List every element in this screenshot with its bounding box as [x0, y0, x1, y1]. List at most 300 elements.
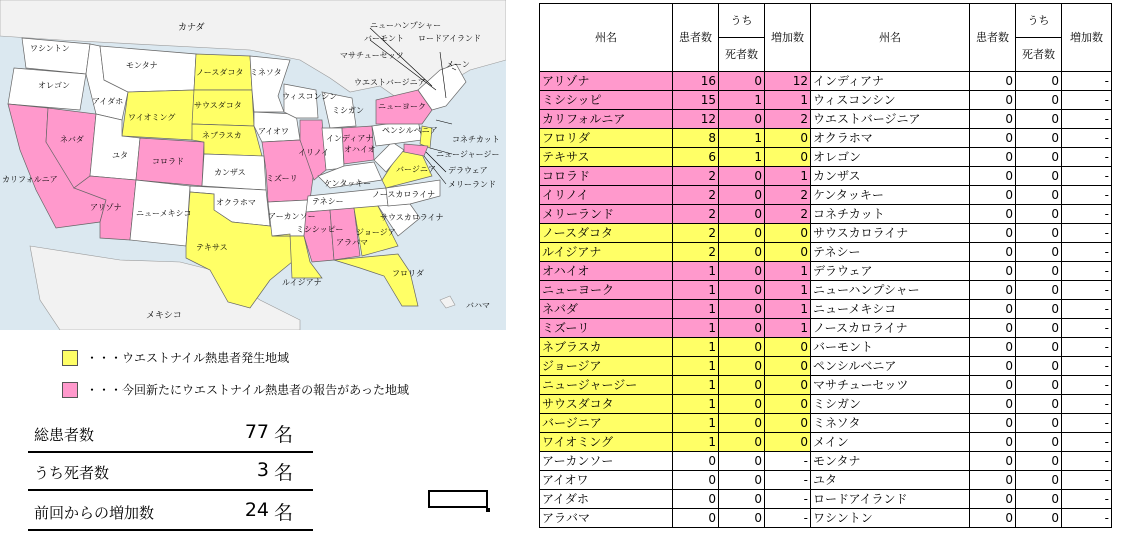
table-row	[540, 319, 1112, 338]
cell-patients[interactable]: 2	[673, 243, 719, 262]
cell-deaths[interactable]: 1	[719, 91, 765, 110]
cell-deaths[interactable]: 0	[719, 433, 765, 452]
summary-label: 前回からの増加数	[34, 504, 155, 522]
cell-state[interactable]: カリフォルニア	[540, 110, 673, 129]
map-label-vermont: バーモント	[364, 34, 404, 43]
cell-patients[interactable]: 0	[970, 91, 1016, 110]
header-patients-right: 患者数	[970, 4, 1016, 72]
cell-patients[interactable]: 1	[673, 414, 719, 433]
map-label-bahamas: バハマ	[466, 301, 490, 310]
cell-deaths[interactable]: 0	[719, 471, 765, 490]
cell-state[interactable]: ミズーリ	[540, 319, 673, 338]
cell-increase[interactable]: -	[1062, 91, 1112, 110]
cell-patients[interactable]: 1	[673, 262, 719, 281]
cell-deaths[interactable]: 0	[1016, 319, 1062, 338]
map-label-iowa: アイオワ	[258, 127, 290, 136]
map-label-washington: ワシントン	[30, 44, 70, 53]
table-row	[540, 281, 1112, 300]
cell-increase[interactable]: 0	[765, 129, 811, 148]
map-label-northcarolina: ノースカロライナ	[372, 190, 436, 199]
cell-increase[interactable]: 0	[765, 376, 811, 395]
map-label-wisconsin: ウィスコンシン	[282, 92, 338, 101]
cell-deaths[interactable]: 0	[1016, 433, 1062, 452]
cell-state[interactable]: ミシシッピ	[540, 91, 673, 110]
header-increase-left: 増加数	[765, 4, 811, 72]
cell-patients[interactable]: 1	[673, 319, 719, 338]
cell-increase[interactable]: -	[1062, 129, 1112, 148]
cell-state[interactable]: ニュージャージー	[540, 376, 673, 395]
summary-value: 3	[256, 459, 269, 481]
table-row	[540, 376, 1112, 395]
map-label-florida: フロリダ	[392, 269, 424, 278]
cell-state[interactable]: フロリダ	[540, 129, 673, 148]
cell-state[interactable]: コネチカット	[811, 205, 970, 224]
cell-deaths[interactable]: 0	[1016, 338, 1062, 357]
cell-increase[interactable]: -	[1062, 414, 1112, 433]
cell-state[interactable]: コロラド	[540, 167, 673, 186]
cell-deaths[interactable]: 0	[719, 300, 765, 319]
map-label-tennessee: テネシー	[312, 197, 344, 206]
map-label-arkansas: アーカンソー	[268, 212, 316, 221]
table-row	[540, 509, 1112, 528]
cell-deaths[interactable]: 0	[719, 110, 765, 129]
header-deaths-bottom-right: 死者数	[1016, 38, 1062, 72]
table-row	[540, 338, 1112, 357]
map-label-nevada: ネバダ	[60, 135, 84, 144]
table-row	[540, 110, 1112, 129]
cell-patients[interactable]: 0	[970, 338, 1016, 357]
cell-increase[interactable]: 0	[765, 243, 811, 262]
table-row	[540, 148, 1112, 167]
cell-patients[interactable]: 0	[970, 490, 1016, 509]
cell-increase[interactable]: -	[1062, 224, 1112, 243]
map-label-illinois: イリノイ	[298, 148, 329, 157]
cell-patients[interactable]: 2	[673, 205, 719, 224]
cell-deaths[interactable]: 0	[719, 167, 765, 186]
legend-yellow-label: ・・・ウエストナイル熱患者発生地域	[86, 351, 290, 365]
cell-deaths[interactable]: 0	[1016, 91, 1062, 110]
table-row	[540, 300, 1112, 319]
cell-increase[interactable]: 1	[765, 91, 811, 110]
cell-state[interactable]: ニューヨーク	[540, 281, 673, 300]
cell-state[interactable]: バーモント	[811, 338, 970, 357]
summary-unit: 名	[273, 462, 293, 484]
cell-patients[interactable]: 0	[970, 224, 1016, 243]
table-row	[540, 72, 1112, 91]
table-row	[540, 490, 1112, 509]
cell-state[interactable]: インディアナ	[811, 72, 970, 91]
map-label-utah: ユタ	[112, 151, 128, 160]
cell-increase[interactable]: -	[1062, 205, 1112, 224]
table-row	[540, 452, 1112, 471]
header-state-right: 州名	[811, 4, 970, 72]
cell-increase[interactable]: -	[1062, 300, 1112, 319]
cell-increase[interactable]: 0	[765, 148, 811, 167]
cell-patients[interactable]: 0	[673, 490, 719, 509]
cell-state[interactable]: ユタ	[811, 471, 970, 490]
cell-deaths[interactable]: 0	[719, 243, 765, 262]
cell-increase[interactable]: -	[765, 452, 811, 471]
cell-patients[interactable]: 0	[970, 72, 1016, 91]
cell-state[interactable]: ミシガン	[811, 395, 970, 414]
cell-increase[interactable]: -	[1062, 452, 1112, 471]
cell-patients[interactable]: 1	[673, 357, 719, 376]
cell-increase[interactable]: -	[1062, 319, 1112, 338]
cell-patients[interactable]: 2	[673, 167, 719, 186]
cell-deaths[interactable]: 0	[1016, 205, 1062, 224]
table-row	[540, 357, 1112, 376]
cell-patients[interactable]: 0	[970, 281, 1016, 300]
cell-increase[interactable]: -	[765, 509, 811, 528]
state-wisconsin	[284, 84, 318, 118]
cell-state[interactable]: アリゾナ	[540, 72, 673, 91]
table-row	[540, 205, 1112, 224]
map-label-mexico: メキシコ	[146, 311, 182, 321]
summary-value: 24	[244, 499, 269, 521]
map-label-kentucky: ケンタッキー	[324, 179, 372, 188]
map-label-louisiana: ルイジアナ	[282, 278, 322, 287]
map-label-delaware: デラウェア	[448, 166, 488, 175]
cell-deaths[interactable]: 0	[719, 509, 765, 528]
cell-increase[interactable]: -	[1062, 509, 1112, 528]
table-row	[540, 471, 1112, 490]
cell-increase[interactable]: -	[1062, 110, 1112, 129]
header-deaths-top-right: うち	[1016, 4, 1062, 38]
cell-increase[interactable]: 2	[765, 186, 811, 205]
cell-state[interactable]: ウィスコンシン	[811, 91, 970, 110]
summary-total-patients	[28, 415, 313, 453]
legend-yellow	[62, 349, 289, 366]
cell-state[interactable]: ワイオミング	[540, 433, 673, 452]
cell-patients[interactable]: 0	[970, 395, 1016, 414]
cell-patients[interactable]: 0	[673, 471, 719, 490]
map-label-newyork: ニューヨーク	[378, 102, 426, 111]
cell-patients[interactable]: 0	[970, 357, 1016, 376]
cell-patients[interactable]: 0	[970, 300, 1016, 319]
table-row	[540, 186, 1112, 205]
cell-state[interactable]: ネブラスカ	[540, 338, 673, 357]
map-label-indiana: インディアナ	[326, 134, 374, 143]
map-label-arizona: アリゾナ	[90, 203, 122, 212]
header-deaths-bottom-left: 死者数	[719, 38, 765, 72]
map-label-missouri: ミズーリ	[266, 174, 298, 183]
cell-patients[interactable]: 1	[673, 338, 719, 357]
cell-deaths[interactable]: 0	[1016, 148, 1062, 167]
cell-patients[interactable]: 12	[673, 110, 719, 129]
cell-increase[interactable]: 0	[765, 338, 811, 357]
cell-patients[interactable]: 6	[673, 148, 719, 167]
cell-increase[interactable]: -	[1062, 72, 1112, 91]
cell-deaths[interactable]: 0	[1016, 490, 1062, 509]
map-label-connecticut: コネチカット	[452, 135, 500, 144]
cell-increase[interactable]: -	[1062, 471, 1112, 490]
cell-patients[interactable]: 0	[970, 110, 1016, 129]
cell-state[interactable]: メリーランド	[540, 205, 673, 224]
cell-deaths[interactable]: 0	[719, 281, 765, 300]
cell-deaths[interactable]: 0	[719, 490, 765, 509]
cell-state[interactable]: イリノイ	[540, 186, 673, 205]
cell-patients[interactable]: 0	[970, 205, 1016, 224]
us-map	[0, 0, 506, 330]
cell-patients[interactable]: 1	[673, 300, 719, 319]
cell-deaths[interactable]: 0	[719, 262, 765, 281]
cell-patients[interactable]: 0	[970, 319, 1016, 338]
cell-state[interactable]: ジョージア	[540, 357, 673, 376]
cell-patients[interactable]: 1	[673, 395, 719, 414]
cell-deaths[interactable]: 0	[719, 395, 765, 414]
cell-patients[interactable]: 1	[673, 281, 719, 300]
cell-deaths[interactable]: 0	[1016, 300, 1062, 319]
map-label-maine: メーン	[446, 60, 470, 69]
cell-deaths[interactable]: 0	[719, 357, 765, 376]
cell-state[interactable]: ノースダコタ	[540, 224, 673, 243]
summary-label: うち死者数	[34, 464, 110, 482]
cell-state[interactable]: テネシー	[811, 243, 970, 262]
map-label-texas: テキサス	[196, 243, 228, 252]
cell-state[interactable]: ロードアイランド	[811, 490, 970, 509]
cell-deaths[interactable]: 0	[1016, 129, 1062, 148]
cell-patients[interactable]: 1	[673, 376, 719, 395]
cell-increase[interactable]: -	[765, 490, 811, 509]
cell-patients[interactable]: 0	[673, 509, 719, 528]
legend-yellow-swatch	[62, 350, 78, 366]
cell-state[interactable]: デラウェア	[811, 262, 970, 281]
map-label-northdakota: ノースダコタ	[196, 68, 244, 77]
map-label-georgia: ジョージア	[356, 228, 396, 237]
cell-increase[interactable]: 2	[765, 205, 811, 224]
cell-patients[interactable]: 0	[673, 452, 719, 471]
table-row	[540, 262, 1112, 281]
cell-deaths[interactable]: 0	[1016, 281, 1062, 300]
cell-patients[interactable]: 0	[970, 167, 1016, 186]
map-label-california: カリフォルニア	[2, 175, 58, 184]
cell-deaths[interactable]: 0	[1016, 262, 1062, 281]
empty-cell-box	[428, 490, 488, 508]
summary-label: 総患者数	[34, 426, 95, 444]
cell-state[interactable]: モンタナ	[811, 452, 970, 471]
cell-increase[interactable]: 12	[765, 72, 811, 91]
summary-unit: 名	[273, 502, 293, 524]
map-label-canada: カナダ	[178, 23, 205, 33]
cell-patients[interactable]: 0	[970, 414, 1016, 433]
cell-increase[interactable]: 0	[765, 357, 811, 376]
cell-deaths[interactable]: 0	[719, 205, 765, 224]
cell-patients[interactable]: 8	[673, 129, 719, 148]
cell-increase[interactable]: -	[765, 471, 811, 490]
map-label-southdakota: サウスダコタ	[194, 101, 242, 110]
cell-state[interactable]: ワシントン	[811, 509, 970, 528]
cell-state[interactable]: オレゴン	[811, 148, 970, 167]
table-row	[540, 395, 1112, 414]
cell-deaths[interactable]: 0	[1016, 357, 1062, 376]
map-label-minnesota: ミネソタ	[250, 68, 282, 77]
cell-state[interactable]: カンザス	[811, 167, 970, 186]
cell-patients[interactable]: 1	[673, 433, 719, 452]
cell-deaths[interactable]: 0	[719, 186, 765, 205]
cell-patients[interactable]: 0	[970, 452, 1016, 471]
cell-deaths[interactable]: 0	[1016, 110, 1062, 129]
cell-deaths[interactable]: 0	[1016, 224, 1062, 243]
legend-pink-swatch	[62, 382, 78, 398]
legend-pink	[62, 381, 409, 398]
map-label-newjersey: ニュージャージー	[436, 150, 500, 159]
header-increase-right: 増加数	[1062, 4, 1112, 72]
cell-state[interactable]: サウスダコタ	[540, 395, 673, 414]
cell-deaths[interactable]: 0	[1016, 395, 1062, 414]
cell-state[interactable]: オクラホマ	[811, 129, 970, 148]
cell-increase[interactable]: 1	[765, 167, 811, 186]
state-table	[539, 3, 1112, 528]
cell-deaths[interactable]: 0	[1016, 509, 1062, 528]
cell-deaths[interactable]: 0	[719, 376, 765, 395]
cell-increase[interactable]: -	[1062, 167, 1112, 186]
cell-patients[interactable]: 0	[970, 129, 1016, 148]
cell-increase[interactable]: -	[1062, 490, 1112, 509]
cell-state[interactable]: アラバマ	[540, 509, 673, 528]
table-body	[540, 72, 1112, 528]
cell-increase[interactable]: 1	[765, 300, 811, 319]
cell-patients[interactable]: 0	[970, 243, 1016, 262]
map-label-ohio: オハイオ	[344, 145, 376, 154]
cell-deaths[interactable]: 0	[1016, 452, 1062, 471]
map-label-nebraska: ネブラスカ	[202, 131, 242, 140]
cell-state[interactable]: メイン	[811, 433, 970, 452]
map-label-rhodeisland: ロードアイランド	[418, 34, 482, 43]
cell-increase[interactable]: -	[1062, 186, 1112, 205]
table-row	[540, 243, 1112, 262]
cell-patients[interactable]: 2	[673, 186, 719, 205]
table-row	[540, 91, 1112, 110]
cell-deaths[interactable]: 0	[719, 338, 765, 357]
cell-state[interactable]: ミネソタ	[811, 414, 970, 433]
cell-deaths[interactable]: 1	[719, 129, 765, 148]
cell-patients[interactable]: 0	[970, 509, 1016, 528]
map-label-oregon: オレゴン	[38, 81, 70, 90]
map-label-massachusetts: マサチューセッツ	[340, 51, 404, 60]
cell-deaths[interactable]: 0	[1016, 376, 1062, 395]
fill-handle[interactable]	[486, 508, 490, 512]
summary-value: 77	[244, 421, 269, 443]
cell-deaths[interactable]: 0	[719, 452, 765, 471]
cell-deaths[interactable]: 0	[719, 72, 765, 91]
cell-increase[interactable]: 0	[765, 414, 811, 433]
cell-increase[interactable]: -	[1062, 338, 1112, 357]
cell-state[interactable]: ペンシルベニア	[811, 357, 970, 376]
cell-patients[interactable]: 0	[970, 262, 1016, 281]
legend-pink-label: ・・・今回新たにウエストナイル熱患者の報告があった地域	[86, 383, 410, 397]
cell-patients[interactable]: 0	[970, 186, 1016, 205]
map-label-newmexico: ニューメキシコ	[136, 209, 192, 218]
cell-increase[interactable]: 0	[765, 224, 811, 243]
cell-state[interactable]: ネバダ	[540, 300, 673, 319]
map-label-virginia: バージニア	[396, 165, 436, 174]
cell-state[interactable]: サウスカロライナ	[811, 224, 970, 243]
cell-patients[interactable]: 15	[673, 91, 719, 110]
table-row	[540, 129, 1112, 148]
header-deaths-top-left: うち	[719, 4, 765, 38]
cell-increase[interactable]: -	[1062, 376, 1112, 395]
cell-state[interactable]: ルイジアナ	[540, 243, 673, 262]
cell-state[interactable]: ニューハンプシャー	[811, 281, 970, 300]
cell-increase[interactable]: -	[1062, 357, 1112, 376]
cell-state[interactable]: ケンタッキー	[811, 186, 970, 205]
cell-deaths[interactable]: 0	[1016, 72, 1062, 91]
cell-increase[interactable]: -	[1062, 433, 1112, 452]
map-label-kansas: カンザス	[214, 168, 246, 177]
cell-increase[interactable]: 0	[765, 433, 811, 452]
map-label-oklahoma: オクラホマ	[216, 198, 256, 207]
cell-state[interactable]: ウエストバージニア	[811, 110, 970, 129]
cell-deaths[interactable]: 0	[1016, 186, 1062, 205]
map-label-alabama: アラバマ	[336, 238, 368, 247]
map-label-westvirginia: ウエストバージニア	[354, 78, 426, 87]
map-label-pennsylvania: ペンシルベニア	[382, 126, 438, 135]
cell-deaths[interactable]: 0	[719, 414, 765, 433]
map-label-michigan: ミシガン	[332, 106, 364, 115]
cell-increase[interactable]: -	[1062, 395, 1112, 414]
cell-state[interactable]: アーカンソー	[540, 452, 673, 471]
cell-state[interactable]: オハイオ	[540, 262, 673, 281]
cell-increase[interactable]: 0	[765, 395, 811, 414]
cell-patients[interactable]: 0	[970, 433, 1016, 452]
cell-increase[interactable]: -	[1062, 281, 1112, 300]
cell-patients[interactable]: 0	[970, 376, 1016, 395]
map-label-montana: モンタナ	[126, 61, 158, 70]
cell-increase[interactable]: 1	[765, 262, 811, 281]
summary-increase	[28, 493, 313, 531]
summary-unit: 名	[273, 424, 293, 446]
cell-patients[interactable]: 0	[970, 471, 1016, 490]
cell-state[interactable]: バージニア	[540, 414, 673, 433]
cell-increase[interactable]: 2	[765, 110, 811, 129]
cell-state[interactable]: ノースカロライナ	[811, 319, 970, 338]
cell-state[interactable]: テキサス	[540, 148, 673, 167]
map-label-maryland: メリーランド	[448, 180, 496, 189]
cell-state[interactable]: マサチューセッツ	[811, 376, 970, 395]
table-row	[540, 433, 1112, 452]
cell-deaths[interactable]: 0	[719, 224, 765, 243]
map-label-idaho: アイダホ	[92, 97, 124, 106]
cell-deaths[interactable]: 0	[1016, 414, 1062, 433]
cell-increase[interactable]: 1	[765, 319, 811, 338]
map-label-newhampshire: ニューハンプシャー	[370, 21, 442, 30]
cell-state[interactable]: ニューメキシコ	[811, 300, 970, 319]
header-patients-left: 患者数	[673, 4, 719, 72]
cell-deaths[interactable]: 0	[1016, 167, 1062, 186]
cell-deaths[interactable]: 1	[719, 148, 765, 167]
cell-deaths[interactable]: 0	[719, 319, 765, 338]
cell-deaths[interactable]: 0	[1016, 243, 1062, 262]
cell-increase[interactable]: -	[1062, 262, 1112, 281]
table-row	[540, 414, 1112, 433]
map-label-colorado: コロラド	[152, 157, 184, 166]
map-label-southcarolina: サウスカロライナ	[380, 213, 444, 222]
table-row	[540, 224, 1112, 243]
cell-patients[interactable]: 2	[673, 224, 719, 243]
cell-state[interactable]: アイダホ	[540, 490, 673, 509]
table-row	[540, 167, 1112, 186]
map-label-wyoming: ワイオミング	[128, 113, 176, 122]
cell-increase[interactable]: 1	[765, 281, 811, 300]
cell-increase[interactable]: -	[1062, 148, 1112, 167]
cell-increase[interactable]: -	[1062, 243, 1112, 262]
header-state-left: 州名	[540, 4, 673, 72]
cell-deaths[interactable]: 0	[1016, 471, 1062, 490]
cell-patients[interactable]: 0	[970, 148, 1016, 167]
summary-deaths	[28, 453, 313, 491]
cell-patients[interactable]: 16	[673, 72, 719, 91]
cell-state[interactable]: アイオワ	[540, 471, 673, 490]
